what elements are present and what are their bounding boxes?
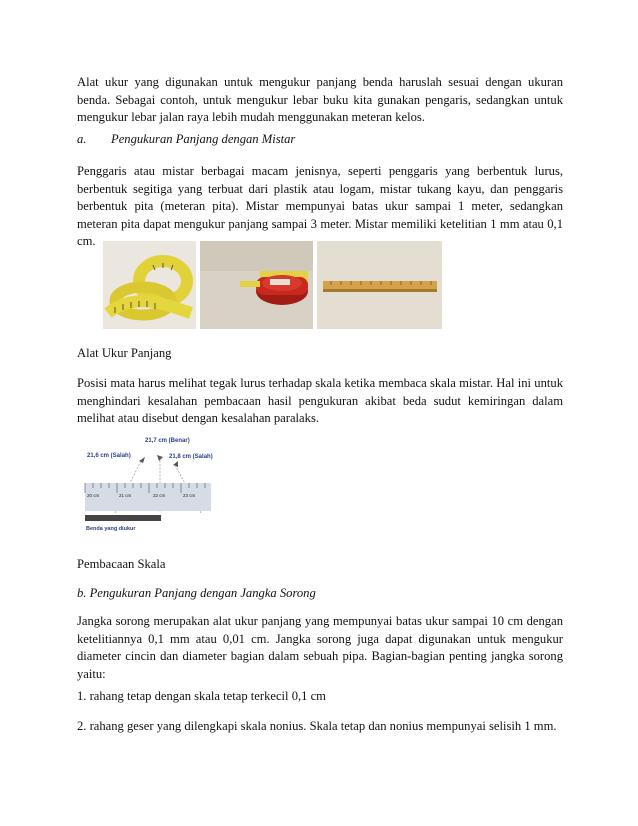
caption-measuring-tools-text: Alat Ukur Panjang xyxy=(77,346,172,360)
label-wrong-left: 21,6 cm (Salah) xyxy=(87,453,131,459)
section-b-title: b. Pengukuran Panjang dengan Jangka Sorong xyxy=(77,586,316,600)
section-a-paragraph-2 xyxy=(77,375,563,428)
tick-label-22: 22 cm xyxy=(153,493,166,498)
measuring-tools-photos xyxy=(103,241,442,329)
label-wrong-right: 21,8 cm (Salah) xyxy=(169,454,213,460)
caption-measuring-tools xyxy=(77,345,563,363)
measured-object-bar xyxy=(85,515,161,521)
section-a-text-2: Posisi mata harus melihat tegak lurus terhadap skala ketika membaca skala mistar. Hal ini untuk menghindari kesalahan pembacaan hasil pengukuran akibat beda sudut kemiringan dalam melihat atau disebut dengan kesalahan paralaks. xyxy=(77,376,563,425)
list-item-1 xyxy=(77,688,563,706)
wooden-ruler-photo xyxy=(317,241,442,329)
tick-label-23: 23 cm xyxy=(183,493,196,498)
section-b-text: Jangka sorong merupakan alat ukur panjang yang mempunyai batas ukur sampai 10 cm dengan ketelitiannya 0,1 mm atau 0,01 cm. Jangka sorong juga dapat digunakan untuk mengukur diameter cincin dan diameter bagian dalam sebuah pipa. Bagian-bagian penting jangka sorong yaitu: xyxy=(77,614,563,681)
section-a-title: Pengukuran Panjang dengan Mistar xyxy=(111,132,296,146)
roll-tape-photo xyxy=(200,241,313,329)
section-a-text-1: Penggaris atau mistar berbagai macam jenisnya, seperti penggaris yang berbentuk lurus, berbentuk segitiga yang terbuat dari plastik atau logam, mistar tukang kayu, dan penggaris berbentuk pita (meteran pita). Mistar mempunyai batas ukur sampai 1 meter, sedangkan meteran pita dapat mengukur panjang sampai 3 meter. Mistar memiliki ketelitian 1 mm atau 0,1 cm. xyxy=(77,164,563,248)
tick-label-20: 20 cm xyxy=(87,493,100,498)
object-label: Benda yang diukur xyxy=(86,526,136,532)
label-correct: 21,7 cm (Benar) xyxy=(145,438,190,444)
section-a-paragraph-1 xyxy=(77,163,563,251)
list-item-2-text: 2. rahang geser yang dilengkapi skala nonius. Skala tetap dan nonius mempunyai selisih 1 mm. xyxy=(77,719,557,733)
section-a-marker: a. xyxy=(77,132,87,146)
caption-scale-reading-text: Pembacaan Skala xyxy=(77,557,166,571)
section-a-heading xyxy=(77,131,563,149)
caption-scale-reading xyxy=(77,556,563,574)
intro-text: Alat ukur yang digunakan untuk mengukur panjang benda haruslah sesuai dengan ukuran benda. Sebagai contoh, untuk mengukur lebar buku kita gunakan pengaris, sedangkan untuk mengukur lebar jalan raya lebih mudah menggunakan meteran kelos. xyxy=(77,75,563,124)
tape-measure-photo xyxy=(103,241,196,329)
parallax-diagram xyxy=(77,433,214,534)
section-b-heading xyxy=(77,585,563,603)
section-b-paragraph xyxy=(77,613,563,683)
intro-paragraph xyxy=(77,74,563,127)
list-item-2 xyxy=(77,718,563,736)
tick-label-21: 21 cm xyxy=(119,493,132,498)
list-item-1-text: 1. rahang tetap dengan skala tetap terkecil 0,1 cm xyxy=(77,689,326,703)
